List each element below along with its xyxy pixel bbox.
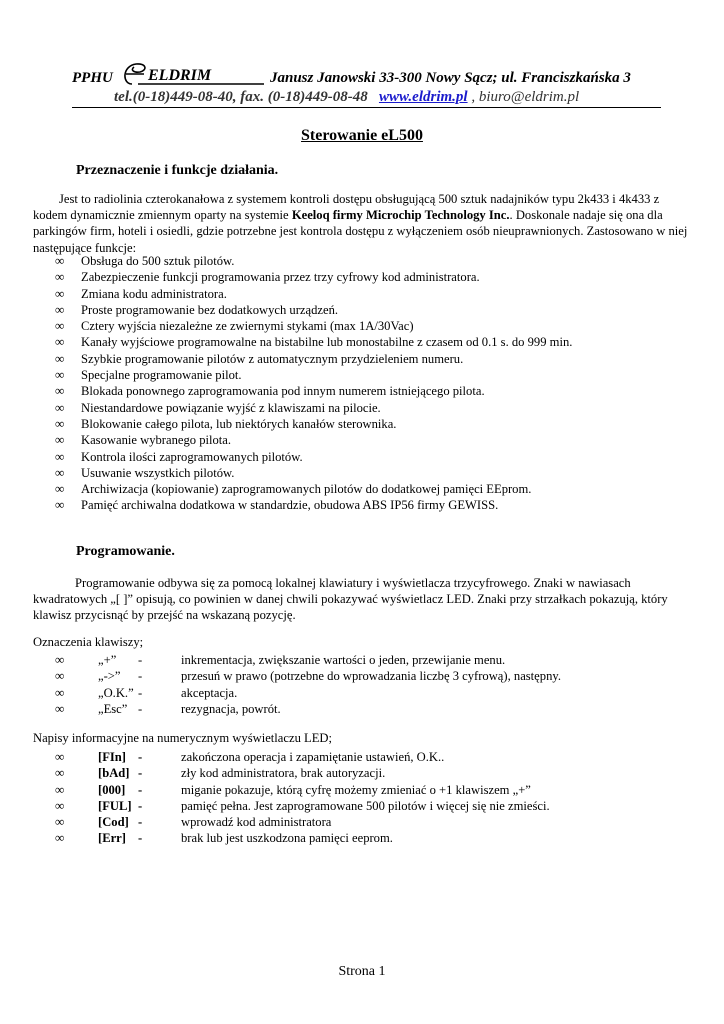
- contact-line: [114, 89, 579, 106]
- table-row: ∞ „O.K.” - akceptacja.: [33, 685, 561, 701]
- intro-paragraph: Jest to radiolinia czterokanałowa z systemem kontroli dostępu obsługującą 500 sztuk nadajników typu 2k433 i 4k433 z kodem dynamicznie zmiennym oparty na systemie Keeloq firmy Microchip Technology Inc.. Doskonale nadaje się ona dla parkingów firm, hoteli i osiedli, gdzie potrzebne jest kontrola dostępu z wyłączeniem osób nieuprawnionych. Zastosowano w niej następujące funkcje:: [33, 192, 688, 255]
- led-messages-table: [33, 749, 550, 847]
- table-row: ∞ „->” - przesuń w prawo (potrzebne do wprowadzania liczbę 3 cyfrową), następny.: [33, 668, 561, 684]
- infinity-bullet-icon: ∞: [55, 700, 65, 716]
- infinity-bullet-icon: ∞: [55, 830, 65, 846]
- table-row: ∞ [Err] - brak lub jest uszkodzona pamięci eeprom.: [33, 830, 550, 846]
- table-row: ∞ [Cod] - wprowadź kod administratora: [33, 814, 550, 830]
- programming-paragraph: Programowanie odbywa się za pomocą lokalnej klawiatury i wyświetlacza trzycyfrowego. Znaki w nawiasach kwadratowych „[ ]” opisują, co powinien w danej chwili pokazywać wyświetlacz LED. Znaki przy strzałkach pokazują, który klawisz przycisnąć by przejść na wskazaną pozycję.: [33, 576, 668, 623]
- list-item: ∞ Kasowanie wybranego pilota.: [55, 432, 232, 448]
- infinity-bullet-icon: ∞: [55, 301, 65, 317]
- list-item: ∞ Specjalne programowanie pilot.: [55, 367, 242, 383]
- list-item: ∞ Kontrola ilości zaprogramowanych pilotów.: [55, 448, 303, 464]
- infinity-bullet-icon: ∞: [55, 415, 65, 431]
- list-item: ∞ Obsługa do 500 sztuk pilotów.: [55, 253, 235, 268]
- website-link[interactable]: www.eldrim.pl: [378, 89, 468, 105]
- table-row: ∞ [FIn] - zakończona operacja i zapamiętanie ustawień, O.K..: [33, 749, 550, 765]
- infinity-bullet-icon: ∞: [55, 464, 65, 480]
- infinity-bullet-icon: ∞: [55, 383, 65, 399]
- list-item: ∞ Cztery wyjścia niezależne ze zwiernymi stykami (max 1A/30Vac): [55, 318, 414, 334]
- infinity-bullet-icon: ∞: [55, 318, 65, 334]
- table-row: ∞ [FUL] - pamięć pełna. Jest zaprogramowane 500 pilotów i więcej się nie zmieści.: [33, 798, 550, 814]
- eldrim-logo: [118, 58, 268, 90]
- intro-bold-text: Keeloq firmy Microchip Technology Inc.: [291, 208, 510, 223]
- feature-list: [33, 253, 572, 514]
- infinity-bullet-icon: ∞: [55, 367, 65, 383]
- keys-label: Oznaczenia klawiszy;: [33, 635, 144, 649]
- table-row: ∞ „Esc” - rezygnacja, powrót.: [33, 701, 561, 717]
- list-item: ∞ Archiwizacja (kopiowanie) zaprogramowanych pilotów do dodatkowej pamięci EEprom.: [55, 481, 532, 497]
- infinity-bullet-icon: ∞: [55, 765, 65, 781]
- email-address: , biuro@eldrim.pl: [467, 89, 580, 105]
- list-item: ∞ Szybkie programowanie pilotów z automatycznym przydzieleniem numeru.: [55, 350, 464, 366]
- list-item: ∞ Proste programowanie bez dodatkowych urządzeń.: [55, 301, 339, 317]
- header-divider: [72, 107, 661, 108]
- list-item: ∞ Zmiana kodu administratora.: [55, 285, 227, 301]
- table-row: ∞ „+” - inkrementacja, zwiększanie wartości o jeden, przewijanie menu.: [33, 652, 561, 668]
- infinity-bullet-icon: ∞: [55, 448, 65, 464]
- infinity-bullet-icon: ∞: [55, 497, 65, 513]
- list-item: ∞ Kanały wyjściowe programowalne na bistabilne lub monostabilne z czasem od 0.1 s. do 999 min.: [55, 334, 573, 350]
- infinity-bullet-icon: ∞: [55, 481, 65, 497]
- keys-table: [33, 652, 561, 717]
- logo-text: ELDRIM: [148, 67, 212, 84]
- list-item: ∞ Pamięć archiwalna dodatkowa w standardzie, obudowa ABS IP56 firmy GEWISS.: [55, 497, 499, 513]
- infinity-bullet-icon: ∞: [55, 334, 65, 350]
- page-number: Strona 1: [338, 964, 386, 979]
- table-row: ∞ [000] - miganie pokazuje, którą cyfrę możemy zmieniać o +1 klawiszem „+”: [33, 782, 550, 798]
- list-item: ∞ Usuwanie wszystkich pilotów.: [55, 464, 235, 480]
- table-row: ∞ [bAd] - zły kod administratora, brak autoryzacji.: [33, 765, 550, 781]
- led-label: Napisy informacyjne na numerycznym wyświetlaczu LED;: [33, 731, 333, 745]
- infinity-bullet-icon: ∞: [55, 432, 65, 448]
- phone-fax: tel.(0-18)449-08-40, fax. (0-18)449-08-48: [114, 89, 368, 105]
- infinity-bullet-icon: ∞: [55, 399, 65, 415]
- infinity-bullet-icon: ∞: [55, 749, 65, 764]
- infinity-bullet-icon: ∞: [55, 285, 65, 301]
- section-heading-programming: Programowanie.: [76, 544, 175, 559]
- infinity-bullet-icon: ∞: [55, 684, 65, 700]
- list-item: ∞ Niestandardowe powiązanie wyjść z klawiszami na pilocie.: [55, 399, 381, 415]
- infinity-bullet-icon: ∞: [55, 350, 65, 366]
- list-item: ∞ Blokada ponownego zaprogramowania pod innym numerem istniejącego pilota.: [55, 383, 485, 399]
- company-prefix: PPHU: [72, 70, 113, 86]
- list-item: ∞ Blokowanie całego pilota, lub niektórych kanałów sterownika.: [55, 415, 397, 431]
- document-title: Sterowanie eL500: [301, 127, 423, 144]
- company-address: Janusz Janowski 33-300 Nowy Sącz; ul. Franciszkańska 3: [270, 70, 631, 86]
- infinity-bullet-icon: ∞: [55, 781, 65, 797]
- list-item: ∞ Zabezpieczenie funkcji programowania przez trzy cyfrowy kod administratora.: [55, 269, 480, 285]
- infinity-bullet-icon: ∞: [55, 652, 65, 667]
- infinity-bullet-icon: ∞: [55, 797, 65, 813]
- section-heading-purpose: Przeznaczenie i funkcje działania.: [76, 163, 279, 178]
- infinity-bullet-icon: ∞: [55, 269, 65, 285]
- infinity-bullet-icon: ∞: [55, 814, 65, 830]
- infinity-bullet-icon: ∞: [55, 668, 65, 684]
- infinity-bullet-icon: ∞: [55, 253, 65, 268]
- letterhead: [72, 64, 662, 90]
